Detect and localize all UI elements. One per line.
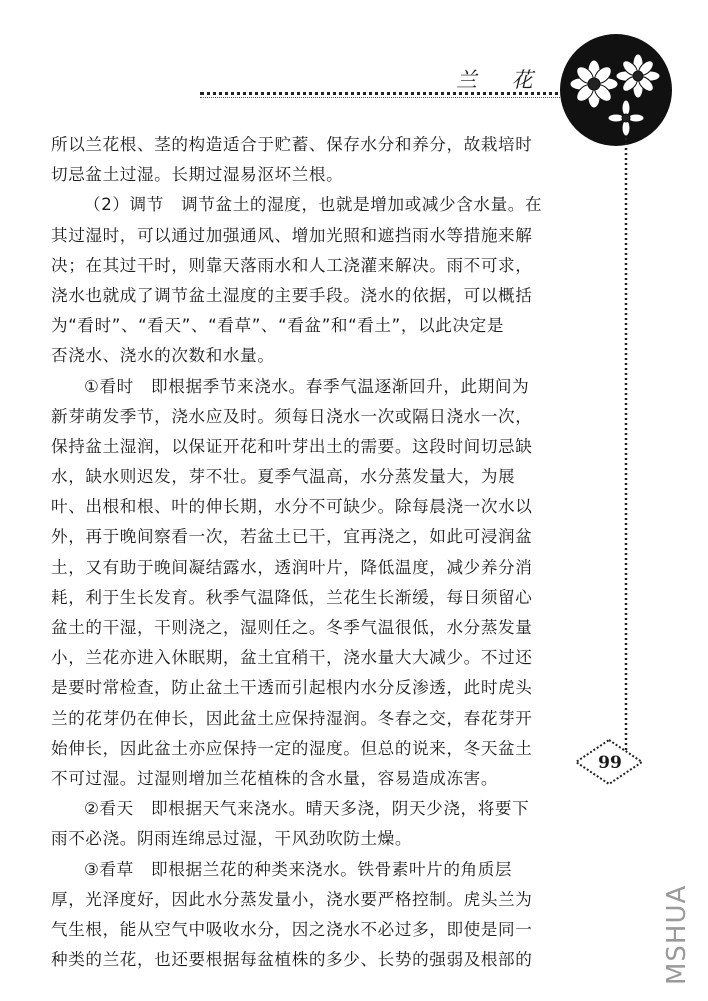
text-line: 耗，利于生长发育。秋季气温降低，兰花生长渐缓，每日须留心 xyxy=(51,587,533,607)
text-line: ②看天 即根据天气来浇水。晴天多浇，阴天少浇，将要下 xyxy=(84,799,530,819)
header-dotted-rule-thin xyxy=(200,97,572,98)
text-line: 不可过湿。过湿则增加兰花植株的含水量，容易造成冻害。 xyxy=(51,768,499,788)
text-line: 其过湿时，可以通过加强通风、增加光照和遮挡雨水等措施来解 xyxy=(51,225,533,245)
text-line: 为“看时”、“看天”、“看草”、“看盆”和“看土”，以此决定是 xyxy=(51,316,505,336)
text-line: ③看草 即根据兰花的种类来浇水。铁骨素叶片的角质层 xyxy=(84,859,513,879)
text-line: 新芽萌发季节，浇水应及时。须每日浇水一次或隔日浇水一次， xyxy=(51,406,533,426)
text-line: 水，缺水则迟发，芽不壮。夏季气温高，水分蒸发量大，为展 xyxy=(51,467,516,487)
text-line: ①看时 即根据季节来浇水。春季气温逐渐回升，此期间为 xyxy=(84,376,530,396)
text-line: 气生根，能从空气中吸收水分，因之浇水不必过多，即使是同一 xyxy=(51,919,533,939)
text-line: 否浇水、浇水的次数和水量。 xyxy=(51,346,275,366)
text-line: 保持盆土湿润，以保证开花和叶芽出土的需要。这段时间切忌缺 xyxy=(51,436,533,456)
text-line: 盆土的干湿，干则浇之，湿则任之。冬季气温很低，水分蒸发量 xyxy=(51,618,533,637)
text-line: 外，再于晚间察看一次，若盆土已干，宜再浇之，如此可浸润盆 xyxy=(51,527,533,547)
header-dotted-rule xyxy=(200,92,572,95)
text-line: 小，兰花亦进入休眠期，盆土宜稍干，浇水量大大减少。不过还 xyxy=(51,648,533,668)
text-line: 雨不必浇。阴雨连绵忌过湿，干风劲吹防土燥。 xyxy=(51,829,413,849)
body-text xyxy=(51,130,594,975)
dotted-side-chain-icon xyxy=(622,138,630,750)
text-line: 切忌盆土过湿。长期过湿易沤坏兰根。 xyxy=(51,165,344,185)
text-line: 是要时常检查，防止盆土干透而引起根内水分反渗透，此时虎头 xyxy=(51,678,533,698)
running-title: 兰 花 xyxy=(456,68,547,92)
text-line: 兰的花芽仍在伸长，因此盆土应保持湿润。冬春之交，春花芽开 xyxy=(51,708,533,728)
watermark: MSHUA xyxy=(662,884,692,985)
text-line: 种类的兰花，也还要根据每盆植株的多少、长势的强弱及根部的 xyxy=(51,950,533,970)
text-line: 所以兰花根、茎的构造适合于贮蓄、保存水分和养分，故栽培时 xyxy=(51,135,533,154)
text-line: 叶、出根和根、叶的伸长期，水分不可缺少。除每晨浇一次水以 xyxy=(51,497,533,517)
text-line: 厚，光泽度好，因此水分蒸发量小，浇水要严格控制。虎头兰为 xyxy=(51,889,533,909)
page-number: 99 xyxy=(598,753,622,773)
text-line: 土，又有助于晚间凝结露水，透润叶片，降低温度，减少养分消 xyxy=(51,557,533,577)
text-line: 浇水也就成了调节盆土湿度的主要手段。浇水的依据，可以概括 xyxy=(51,285,533,305)
text-line: 决；在其过干时，则靠天落雨水和人工浇灌来解决。雨不可求， xyxy=(51,255,533,275)
text-line: 始伸长，因此盆土亦应保持一定的湿度。但总的说来，冬天盆土 xyxy=(51,738,533,758)
text-line: （2）调节 调节盆土的湿度，也就是增加或减少含水量。在 xyxy=(84,195,543,215)
